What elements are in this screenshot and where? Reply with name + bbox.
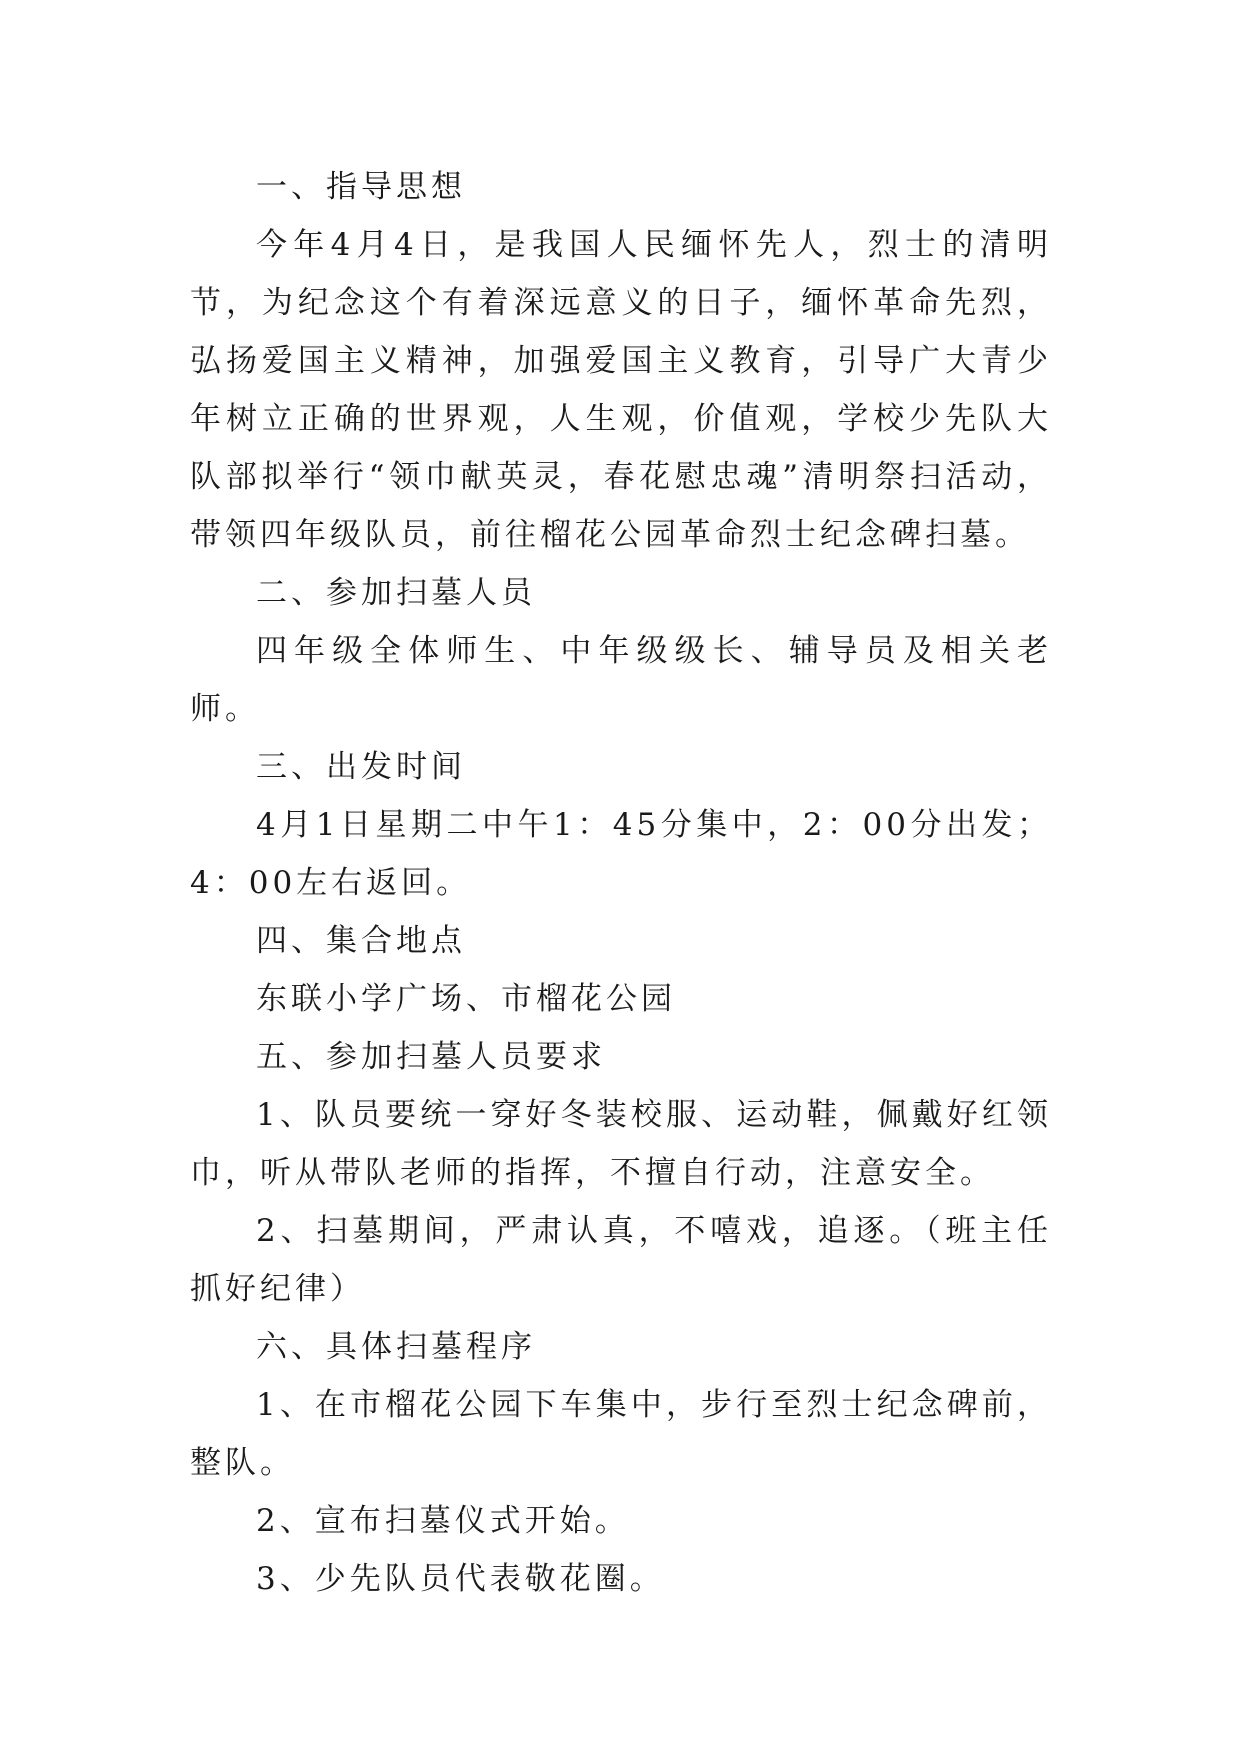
section-heading-departure-time: 三、出发时间 — [256, 749, 466, 785]
paragraph-procedure-3: 3、少先队员代表敬花圈。 — [256, 1561, 665, 1597]
paragraph-procedure-1: 1、在市榴花公园下车集中，步行至烈士纪念碑前，整队。 — [190, 1387, 1052, 1481]
section-heading-participants: 二、参加扫墓人员 — [256, 575, 536, 611]
paragraph-requirement-1: 1、队员要统一穿好冬装校服、运动鞋，佩戴好红领巾，听从带队老师的指挥，不擅自行动，注意安全。 — [190, 1097, 1052, 1191]
section-heading-guiding-ideology: 一、指导思想 — [256, 169, 466, 205]
section-heading-requirements: 五、参加扫墓人员要求 — [256, 1039, 606, 1075]
section-heading-procedure: 六、具体扫墓程序 — [256, 1329, 536, 1365]
paragraph-departure-time: 4月1日星期二中午1：45分集中，2：00分出发；4：00左右返回。 — [190, 807, 1052, 901]
paragraph-requirement-2: 2、扫墓期间，严肃认真，不嘻戏，追逐。（班主任抓好纪律） — [190, 1213, 1052, 1307]
paragraph-assembly-location: 东联小学广场、市榴花公园 — [256, 981, 676, 1017]
document-body — [190, 158, 1052, 1608]
section-heading-assembly-location: 四、集合地点 — [256, 923, 466, 959]
paragraph-participants: 四年级全体师生、中年级级长、辅导员及相关老师。 — [190, 633, 1052, 727]
paragraph-procedure-2: 2、宣布扫墓仪式开始。 — [256, 1503, 630, 1539]
paragraph-guiding-ideology: 今年4月4日，是我国人民缅怀先人，烈士的清明节，为纪念这个有着深远意义的日子，缅怀革命先烈，弘扬爱国主义精神，加强爱国主义教育，引导广大青少年树立正确的世界观，人生观，价值观，学校少先队大队部拟举行“领巾献英灵，春花慰忠魂”清明祭扫活动，带领四年级队员，前往榴花公园革命烈士纪念碑扫墓。 — [190, 227, 1052, 553]
